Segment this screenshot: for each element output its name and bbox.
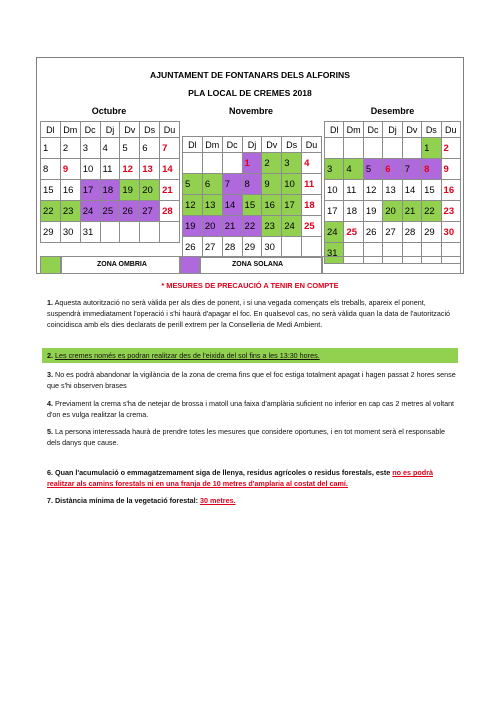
- weekday-header-row: [41, 122, 180, 138]
- day-cell: 21: [222, 216, 242, 237]
- weekday-header-row: [325, 122, 461, 138]
- day-cell: 1: [422, 138, 441, 159]
- note-7-distance: 30 metres.: [200, 496, 236, 505]
- day-cell: 18: [100, 180, 120, 201]
- note-7: [47, 495, 457, 506]
- day-cell: 12: [183, 195, 203, 216]
- day-cell: 17: [80, 180, 100, 201]
- day-cell: 25: [100, 201, 120, 222]
- note-2-number: 2.: [47, 351, 53, 360]
- day-cell: 19: [363, 201, 382, 222]
- empty-day-cell: [282, 237, 302, 258]
- day-cell: 4: [302, 153, 322, 174]
- month-grid-novembre: [182, 136, 322, 258]
- day-cell: 7: [402, 159, 421, 180]
- month-grid-octubre: [40, 121, 180, 243]
- week-row: [325, 180, 461, 201]
- weekday-header: Dm: [202, 137, 222, 153]
- month-grid-desembre: [324, 121, 461, 264]
- week-row: [183, 174, 322, 195]
- day-cell: 6: [140, 138, 160, 159]
- day-cell: 30: [441, 222, 460, 243]
- week-row: [183, 153, 322, 174]
- day-cell: 28: [160, 201, 180, 222]
- weekday-header: Du: [160, 122, 180, 138]
- day-cell: 29: [422, 222, 441, 243]
- day-cell: 3: [80, 138, 100, 159]
- weekday-header: Dj: [100, 122, 120, 138]
- day-cell: 15: [422, 180, 441, 201]
- note-7-lead: 7. Distància mínima de la vegetació forestal:: [47, 496, 198, 505]
- empty-day-cell: [325, 138, 344, 159]
- week-row: [41, 222, 180, 243]
- day-cell: 23: [441, 201, 460, 222]
- weekday-header: Dl: [325, 122, 344, 138]
- day-cell: 24: [325, 222, 344, 243]
- day-cell: 10: [80, 159, 100, 180]
- day-cell: 25: [344, 222, 363, 243]
- day-cell: 13: [383, 180, 402, 201]
- week-row: [41, 159, 180, 180]
- week-row: [183, 195, 322, 216]
- sun-zone-label: ZONA SOLANA: [232, 261, 284, 268]
- day-cell: 22: [242, 216, 262, 237]
- empty-legend-cell: [322, 256, 461, 274]
- note-2-text: Les cremes només es podran realitzar des de l'eixida del sol fins a les 13:30 hores.: [55, 351, 320, 360]
- weekday-header: Dv: [120, 122, 140, 138]
- shade-zone-swatch: [40, 256, 61, 274]
- weekday-header: Dl: [41, 122, 61, 138]
- empty-day-cell: [183, 153, 203, 174]
- day-cell: 27: [202, 237, 222, 258]
- day-cell: 7: [160, 138, 180, 159]
- day-cell: 10: [282, 174, 302, 195]
- day-cell: 23: [262, 216, 282, 237]
- empty-day-cell: [363, 138, 382, 159]
- weekday-header: Dv: [262, 137, 282, 153]
- day-cell: 11: [100, 159, 120, 180]
- day-cell: 6: [202, 174, 222, 195]
- weekday-header: Du: [302, 137, 322, 153]
- weekday-header: Du: [441, 122, 460, 138]
- note-4: [47, 398, 457, 420]
- day-cell: 8: [41, 159, 61, 180]
- empty-day-cell: [120, 222, 140, 243]
- day-cell: 17: [282, 195, 302, 216]
- day-cell: 23: [60, 201, 80, 222]
- note-5-number: 5.: [47, 427, 53, 436]
- day-cell: 31: [80, 222, 100, 243]
- day-cell: 14: [402, 180, 421, 201]
- empty-day-cell: [402, 138, 421, 159]
- weekday-header-row: [183, 137, 322, 153]
- day-cell: 24: [282, 216, 302, 237]
- empty-day-cell: [222, 153, 242, 174]
- day-cell: 24: [80, 201, 100, 222]
- weekday-header: Dc: [363, 122, 382, 138]
- day-cell: 12: [120, 159, 140, 180]
- day-cell: 26: [183, 237, 203, 258]
- note-1-text: Aquesta autorització no serà vàlida per als dies de ponent, i si una vegada començats els treballs, apareix el ponent, suspendrà immediatament l'operació i s'hi haurà d'apagar el foc. En qualsevol cas, no serà vàlida quan la data de l'autorització coincidisca amb els dies declarats de perill extrem per la Conselleria de Medi Ambient.: [47, 298, 451, 329]
- day-cell: 16: [262, 195, 282, 216]
- day-cell: 12: [363, 180, 382, 201]
- week-row: [325, 159, 461, 180]
- day-cell: 13: [140, 159, 160, 180]
- weekday-header: Ds: [282, 137, 302, 153]
- day-cell: 20: [383, 201, 402, 222]
- month-name-octubre: Octubre: [91, 106, 127, 116]
- day-cell: 11: [344, 180, 363, 201]
- weekday-header: Dv: [402, 122, 421, 138]
- week-row: [183, 216, 322, 237]
- day-cell: 27: [383, 222, 402, 243]
- burning-calendar: [36, 57, 464, 274]
- day-cell: 30: [60, 222, 80, 243]
- week-row: [325, 138, 461, 159]
- weekday-header: Ds: [422, 122, 441, 138]
- note-5: [47, 426, 457, 448]
- note-1-number: 1.: [47, 298, 53, 307]
- week-row: [325, 201, 461, 222]
- day-cell: 11: [302, 174, 322, 195]
- week-row: [41, 201, 180, 222]
- day-cell: 30: [262, 237, 282, 258]
- day-cell: 10: [325, 180, 344, 201]
- day-cell: 5: [183, 174, 203, 195]
- day-cell: 4: [344, 159, 363, 180]
- week-row: [41, 138, 180, 159]
- note-6-restriction: no es podrà realitzar als camins forestals ni en una franja de 10 metres d'amplaria al costat del camí.: [47, 468, 433, 488]
- empty-day-cell: [140, 222, 160, 243]
- day-cell: 29: [242, 237, 262, 258]
- day-cell: 2: [441, 138, 460, 159]
- day-cell: 1: [242, 153, 262, 174]
- shade-zone-label: ZONA OMBRIA: [97, 261, 147, 268]
- day-cell: 7: [222, 174, 242, 195]
- day-cell: 9: [60, 159, 80, 180]
- day-cell: 15: [41, 180, 61, 201]
- empty-day-cell: [202, 153, 222, 174]
- day-cell: 20: [140, 180, 160, 201]
- note-2: [42, 348, 458, 363]
- weekday-header: Dj: [383, 122, 402, 138]
- note-5-text: La persona interessada haurà de prendre totes les mesures que considere oportunes, i en tot moment serà el responsable dels danys que cause.: [47, 427, 445, 447]
- empty-day-cell: [383, 138, 402, 159]
- day-cell: 19: [120, 180, 140, 201]
- day-cell: 21: [160, 180, 180, 201]
- empty-day-cell: [100, 222, 120, 243]
- empty-day-cell: [160, 222, 180, 243]
- day-cell: 14: [222, 195, 242, 216]
- day-cell: 16: [60, 180, 80, 201]
- day-cell: 1: [41, 138, 61, 159]
- day-cell: 2: [60, 138, 80, 159]
- precautions-heading: * MESURES DE PRECAUCIÓ A TENIR EN COMPTE: [161, 281, 339, 290]
- note-1: [47, 297, 457, 330]
- weekday-header: Dc: [222, 137, 242, 153]
- month-name-novembre: Novembre: [228, 106, 273, 116]
- day-cell: 20: [202, 216, 222, 237]
- day-cell: 5: [363, 159, 382, 180]
- day-cell: 4: [100, 138, 120, 159]
- day-cell: 26: [363, 222, 382, 243]
- day-cell: 18: [302, 195, 322, 216]
- municipality-title: AJUNTAMENT DE FONTANARS DELS ALFORINS: [150, 70, 350, 80]
- sun-zone-swatch: [180, 256, 200, 274]
- day-cell: 16: [441, 180, 460, 201]
- day-cell: 3: [282, 153, 302, 174]
- day-cell: 18: [344, 201, 363, 222]
- day-cell: 21: [402, 201, 421, 222]
- day-cell: 8: [422, 159, 441, 180]
- month-name-desembre: Desembre: [370, 106, 415, 116]
- note-4-number: 4.: [47, 399, 53, 408]
- day-cell: 22: [41, 201, 61, 222]
- note-6: [47, 467, 457, 489]
- day-cell: 3: [325, 159, 344, 180]
- weekday-header: Dm: [344, 122, 363, 138]
- day-cell: 19: [183, 216, 203, 237]
- note-3: [47, 369, 457, 391]
- week-row: [41, 180, 180, 201]
- weekday-header: Dl: [183, 137, 203, 153]
- empty-day-cell: [344, 138, 363, 159]
- day-cell: 17: [325, 201, 344, 222]
- note-4-text: Previament la crema s'ha de netejar de brossa i matoll una faixa d'amplària suficient no inferior en cap cas 2 metres al voltant d'on es vulga realitzar la crema.: [47, 399, 455, 419]
- weekday-header: Dm: [60, 122, 80, 138]
- day-cell: 28: [402, 222, 421, 243]
- day-cell: 28: [222, 237, 242, 258]
- day-cell: 14: [160, 159, 180, 180]
- day-cell: 9: [441, 159, 460, 180]
- empty-day-cell: [302, 237, 322, 258]
- day-cell: 5: [120, 138, 140, 159]
- week-row: [325, 222, 461, 243]
- day-cell: 26: [120, 201, 140, 222]
- day-cell: 13: [202, 195, 222, 216]
- day-cell: 29: [41, 222, 61, 243]
- day-cell: 15: [242, 195, 262, 216]
- day-cell: 31: [325, 243, 344, 264]
- day-cell: 25: [302, 216, 322, 237]
- note-3-number: 3.: [47, 370, 53, 379]
- week-row: [183, 237, 322, 258]
- day-cell: 27: [140, 201, 160, 222]
- plan-title: PLA LOCAL DE CREMES 2018: [188, 88, 312, 98]
- zone-legend: [37, 256, 463, 274]
- day-cell: 22: [422, 201, 441, 222]
- day-cell: 9: [262, 174, 282, 195]
- note-3-text: No es podrà abandonar la vigilància de la zona de crema fins que el foc estiga totalment apagat i hagen passat 2 hores sense que s'hi observen brases: [47, 370, 456, 390]
- note-6-lead: 6. Quan l'acumulació o emmagatzemament siga de llenya, residus agrícoles o residus forestals, este: [47, 468, 391, 477]
- weekday-header: Dj: [242, 137, 262, 153]
- day-cell: 6: [383, 159, 402, 180]
- weekday-header: Ds: [140, 122, 160, 138]
- weekday-header: Dc: [80, 122, 100, 138]
- day-cell: 8: [242, 174, 262, 195]
- day-cell: 2: [262, 153, 282, 174]
